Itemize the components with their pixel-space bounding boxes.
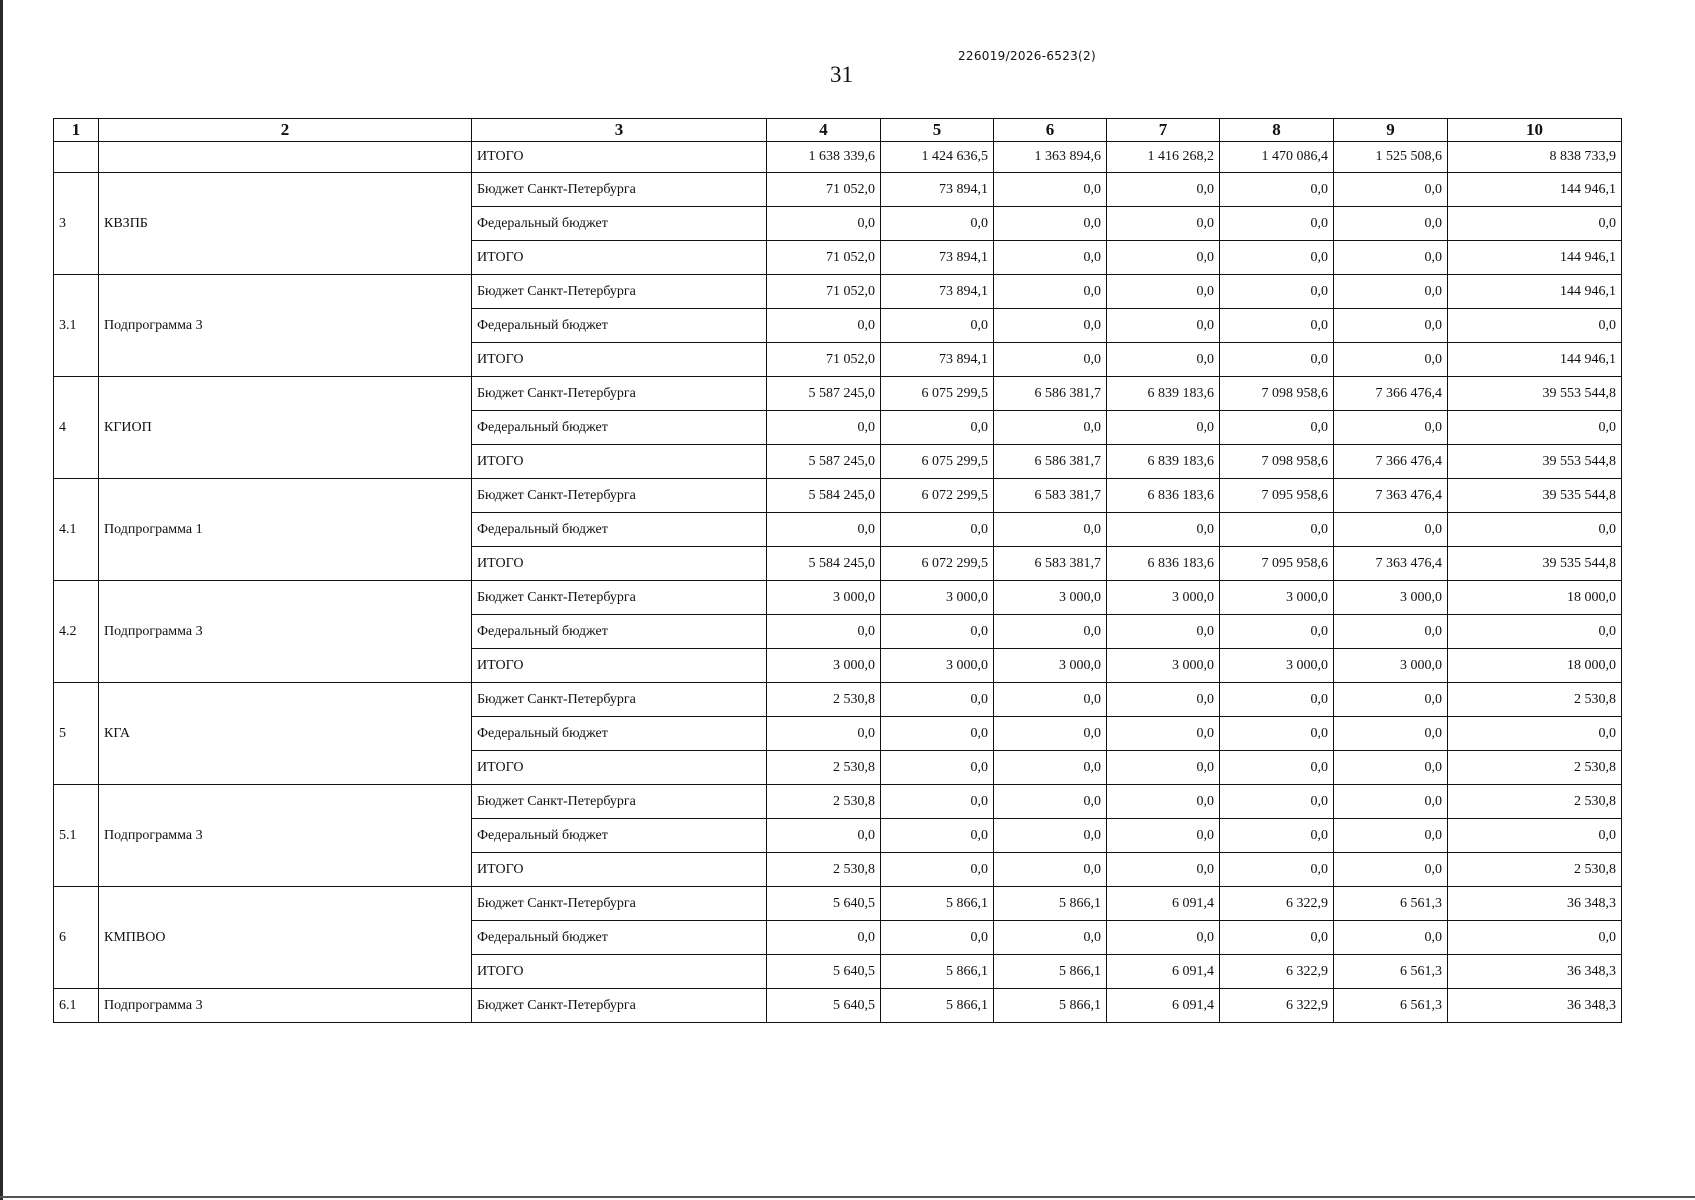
source-cell: ИТОГО (472, 955, 767, 989)
value-cell: 73 894,1 (881, 275, 994, 309)
value-cell: 73 894,1 (881, 241, 994, 275)
value-cell: 2 530,8 (767, 853, 881, 887)
value-cell: 5 640,5 (767, 955, 881, 989)
value-cell: 0,0 (1107, 717, 1220, 751)
value-cell: 5 866,1 (994, 989, 1107, 1023)
value-cell: 0,0 (994, 853, 1107, 887)
source-cell: ИТОГО (472, 445, 767, 479)
value-cell: 0,0 (767, 717, 881, 751)
value-cell: 73 894,1 (881, 343, 994, 377)
value-cell: 0,0 (881, 853, 994, 887)
value-cell: 6 836 183,6 (1107, 547, 1220, 581)
value-cell: 0,0 (1334, 241, 1448, 275)
page-number: 31 (830, 62, 853, 87)
value-cell: 6 322,9 (1220, 955, 1334, 989)
total-cell: 39 535 544,8 (1448, 547, 1622, 581)
value-cell: 0,0 (1220, 683, 1334, 717)
source-cell: Федеральный бюджет (472, 513, 767, 547)
value-cell: 2 530,8 (767, 751, 881, 785)
value-cell: 0,0 (1107, 241, 1220, 275)
value-cell: 5 587 245,0 (767, 377, 881, 411)
value-cell: 0,0 (1220, 309, 1334, 343)
table-body (54, 142, 1622, 1023)
value-cell: 7 363 476,4 (1334, 479, 1448, 513)
value-cell: 6 091,4 (1107, 989, 1220, 1023)
row-index-cell: 5.1 (54, 785, 99, 887)
value-cell: 0,0 (994, 683, 1107, 717)
value-cell: 1 363 894,6 (994, 142, 1107, 173)
value-cell: 0,0 (881, 921, 994, 955)
total-cell: 0,0 (1448, 411, 1622, 445)
column-header: 1 (54, 119, 99, 142)
value-cell: 0,0 (881, 717, 994, 751)
value-cell: 0,0 (1220, 513, 1334, 547)
header-row (54, 119, 1622, 142)
source-cell: ИТОГО (472, 649, 767, 683)
source-cell: Бюджет Санкт-Петербурга (472, 683, 767, 717)
source-cell: Бюджет Санкт-Петербурга (472, 479, 767, 513)
value-cell: 0,0 (881, 751, 994, 785)
value-cell: 0,0 (994, 309, 1107, 343)
value-cell: 0,0 (881, 207, 994, 241)
source-cell: Федеральный бюджет (472, 717, 767, 751)
value-cell: 7 366 476,4 (1334, 445, 1448, 479)
value-cell: 0,0 (767, 309, 881, 343)
table-row (54, 581, 1622, 615)
budget-table (53, 118, 1622, 1023)
column-header: 3 (472, 119, 767, 142)
row-index-cell: 4.2 (54, 581, 99, 683)
row-index-cell: 5 (54, 683, 99, 785)
row-name-cell (99, 142, 472, 173)
row-name-cell: Подпрограмма 1 (99, 479, 472, 581)
value-cell: 0,0 (881, 819, 994, 853)
value-cell: 0,0 (1220, 853, 1334, 887)
value-cell: 3 000,0 (881, 649, 994, 683)
scan-edge (0, 0, 3, 1200)
row-index-cell: 6 (54, 887, 99, 989)
value-cell: 0,0 (994, 207, 1107, 241)
value-cell: 6 091,4 (1107, 955, 1220, 989)
value-cell: 0,0 (881, 513, 994, 547)
column-header: 2 (99, 119, 472, 142)
document-id: 226019/2026-6523(2) (958, 49, 1096, 63)
value-cell: 71 052,0 (767, 241, 881, 275)
value-cell: 0,0 (1107, 751, 1220, 785)
row-name-cell: КГА (99, 683, 472, 785)
row-name-cell: Подпрограмма 3 (99, 989, 472, 1023)
row-name-cell: КВЗПБ (99, 173, 472, 275)
value-cell: 6 839 183,6 (1107, 445, 1220, 479)
value-cell: 7 095 958,6 (1220, 479, 1334, 513)
value-cell: 0,0 (1334, 173, 1448, 207)
value-cell: 0,0 (1107, 683, 1220, 717)
table-row (54, 377, 1622, 411)
total-cell: 0,0 (1448, 921, 1622, 955)
value-cell: 0,0 (767, 411, 881, 445)
value-cell: 0,0 (1334, 343, 1448, 377)
total-cell: 39 535 544,8 (1448, 479, 1622, 513)
value-cell: 0,0 (1107, 411, 1220, 445)
value-cell: 0,0 (1107, 819, 1220, 853)
value-cell: 0,0 (1334, 207, 1448, 241)
source-cell: ИТОГО (472, 142, 767, 173)
value-cell: 0,0 (1107, 173, 1220, 207)
source-cell: ИТОГО (472, 343, 767, 377)
value-cell: 0,0 (994, 275, 1107, 309)
row-index-cell: 3.1 (54, 275, 99, 377)
value-cell: 0,0 (1220, 275, 1334, 309)
value-cell: 5 587 245,0 (767, 445, 881, 479)
total-cell: 0,0 (1448, 309, 1622, 343)
source-cell: Бюджет Санкт-Петербурга (472, 989, 767, 1023)
value-cell: 0,0 (881, 309, 994, 343)
source-cell: ИТОГО (472, 241, 767, 275)
column-header: 9 (1334, 119, 1448, 142)
value-cell: 0,0 (881, 615, 994, 649)
value-cell: 0,0 (1107, 921, 1220, 955)
value-cell: 6 322,9 (1220, 989, 1334, 1023)
table-row (54, 683, 1622, 717)
value-cell: 5 584 245,0 (767, 547, 881, 581)
value-cell: 0,0 (1220, 921, 1334, 955)
source-cell: Федеральный бюджет (472, 819, 767, 853)
value-cell: 0,0 (1220, 785, 1334, 819)
row-index-cell: 4 (54, 377, 99, 479)
column-header: 10 (1448, 119, 1622, 142)
total-cell: 0,0 (1448, 819, 1622, 853)
source-cell: Бюджет Санкт-Петербурга (472, 275, 767, 309)
value-cell: 7 366 476,4 (1334, 377, 1448, 411)
value-cell: 3 000,0 (767, 581, 881, 615)
value-cell: 3 000,0 (1220, 649, 1334, 683)
total-cell: 2 530,8 (1448, 683, 1622, 717)
total-cell: 144 946,1 (1448, 343, 1622, 377)
value-cell: 6 091,4 (1107, 887, 1220, 921)
value-cell: 1 525 508,6 (1334, 142, 1448, 173)
value-cell: 7 098 958,6 (1220, 377, 1334, 411)
total-cell: 36 348,3 (1448, 989, 1622, 1023)
source-cell: ИТОГО (472, 547, 767, 581)
column-header: 7 (1107, 119, 1220, 142)
total-cell: 144 946,1 (1448, 241, 1622, 275)
row-name-cell: КГИОП (99, 377, 472, 479)
value-cell: 0,0 (1334, 309, 1448, 343)
value-cell: 0,0 (994, 819, 1107, 853)
value-cell: 6 075 299,5 (881, 445, 994, 479)
value-cell: 0,0 (767, 207, 881, 241)
value-cell: 6 072 299,5 (881, 479, 994, 513)
value-cell: 0,0 (1107, 309, 1220, 343)
value-cell: 5 640,5 (767, 989, 881, 1023)
value-cell: 1 416 268,2 (1107, 142, 1220, 173)
source-cell: Федеральный бюджет (472, 615, 767, 649)
source-cell: Федеральный бюджет (472, 207, 767, 241)
value-cell: 5 584 245,0 (767, 479, 881, 513)
value-cell: 0,0 (1334, 921, 1448, 955)
value-cell: 0,0 (994, 717, 1107, 751)
column-header: 6 (994, 119, 1107, 142)
row-name-cell: Подпрограмма 3 (99, 275, 472, 377)
value-cell: 3 000,0 (994, 581, 1107, 615)
value-cell: 5 866,1 (994, 955, 1107, 989)
value-cell: 0,0 (1220, 717, 1334, 751)
value-cell: 3 000,0 (1220, 581, 1334, 615)
source-cell: Федеральный бюджет (472, 411, 767, 445)
table-row (54, 479, 1622, 513)
value-cell: 3 000,0 (1107, 649, 1220, 683)
source-cell: Федеральный бюджет (472, 309, 767, 343)
source-cell: Бюджет Санкт-Петербурга (472, 173, 767, 207)
value-cell: 0,0 (1334, 751, 1448, 785)
value-cell: 0,0 (1107, 513, 1220, 547)
column-header: 5 (881, 119, 994, 142)
total-cell: 2 530,8 (1448, 785, 1622, 819)
total-cell: 0,0 (1448, 717, 1622, 751)
total-cell: 18 000,0 (1448, 581, 1622, 615)
table-row (54, 142, 1622, 173)
value-cell: 0,0 (1334, 513, 1448, 547)
value-cell: 0,0 (994, 173, 1107, 207)
source-cell: Бюджет Санкт-Петербурга (472, 887, 767, 921)
value-cell: 0,0 (994, 411, 1107, 445)
value-cell: 0,0 (767, 921, 881, 955)
value-cell: 0,0 (1334, 275, 1448, 309)
value-cell: 5 866,1 (994, 887, 1107, 921)
value-cell: 71 052,0 (767, 173, 881, 207)
row-name-cell: Подпрограмма 3 (99, 581, 472, 683)
value-cell: 5 640,5 (767, 887, 881, 921)
row-index-cell: 6.1 (54, 989, 99, 1023)
value-cell: 6 322,9 (1220, 887, 1334, 921)
value-cell: 71 052,0 (767, 275, 881, 309)
value-cell: 6 839 183,6 (1107, 377, 1220, 411)
value-cell: 0,0 (881, 411, 994, 445)
value-cell: 6 075 299,5 (881, 377, 994, 411)
value-cell: 0,0 (1220, 343, 1334, 377)
source-cell: Федеральный бюджет (472, 921, 767, 955)
row-index-cell: 4.1 (54, 479, 99, 581)
value-cell: 2 530,8 (767, 785, 881, 819)
value-cell: 0,0 (994, 615, 1107, 649)
value-cell: 0,0 (1107, 785, 1220, 819)
value-cell: 5 866,1 (881, 887, 994, 921)
value-cell: 2 530,8 (767, 683, 881, 717)
value-cell: 3 000,0 (1334, 581, 1448, 615)
value-cell: 0,0 (1334, 683, 1448, 717)
total-cell: 0,0 (1448, 513, 1622, 547)
value-cell: 6 586 381,7 (994, 377, 1107, 411)
source-cell: Бюджет Санкт-Петербурга (472, 785, 767, 819)
value-cell: 0,0 (994, 921, 1107, 955)
value-cell: 0,0 (994, 751, 1107, 785)
value-cell: 0,0 (1334, 853, 1448, 887)
value-cell: 0,0 (1220, 173, 1334, 207)
value-cell: 0,0 (1107, 207, 1220, 241)
row-index-cell: 3 (54, 173, 99, 275)
total-cell: 144 946,1 (1448, 275, 1622, 309)
value-cell: 0,0 (881, 683, 994, 717)
value-cell: 0,0 (1107, 343, 1220, 377)
value-cell: 3 000,0 (994, 649, 1107, 683)
value-cell: 0,0 (1107, 275, 1220, 309)
value-cell: 6 561,3 (1334, 887, 1448, 921)
value-cell: 5 866,1 (881, 989, 994, 1023)
row-index-cell (54, 142, 99, 173)
source-cell: Бюджет Санкт-Петербурга (472, 377, 767, 411)
value-cell: 0,0 (1334, 785, 1448, 819)
column-header: 8 (1220, 119, 1334, 142)
table-row (54, 887, 1622, 921)
total-cell: 2 530,8 (1448, 853, 1622, 887)
value-cell: 6 561,3 (1334, 989, 1448, 1023)
source-cell: ИТОГО (472, 853, 767, 887)
source-cell: ИТОГО (472, 751, 767, 785)
value-cell: 73 894,1 (881, 173, 994, 207)
value-cell: 3 000,0 (1334, 649, 1448, 683)
scan-bottom-edge (0, 1196, 1695, 1198)
value-cell: 0,0 (994, 785, 1107, 819)
total-cell: 2 530,8 (1448, 751, 1622, 785)
value-cell: 6 583 381,7 (994, 479, 1107, 513)
value-cell: 0,0 (1220, 207, 1334, 241)
total-cell: 36 348,3 (1448, 955, 1622, 989)
value-cell: 0,0 (1334, 411, 1448, 445)
value-cell: 0,0 (1334, 717, 1448, 751)
value-cell: 6 836 183,6 (1107, 479, 1220, 513)
total-cell: 0,0 (1448, 615, 1622, 649)
value-cell: 6 561,3 (1334, 955, 1448, 989)
value-cell: 0,0 (1220, 241, 1334, 275)
value-cell: 0,0 (1334, 819, 1448, 853)
source-cell: Бюджет Санкт-Петербурга (472, 581, 767, 615)
value-cell: 1 470 086,4 (1220, 142, 1334, 173)
value-cell: 0,0 (767, 819, 881, 853)
total-cell: 144 946,1 (1448, 173, 1622, 207)
value-cell: 0,0 (994, 343, 1107, 377)
value-cell: 1 424 636,5 (881, 142, 994, 173)
total-cell: 36 348,3 (1448, 887, 1622, 921)
row-name-cell: КМПВОО (99, 887, 472, 989)
value-cell: 0,0 (994, 513, 1107, 547)
value-cell: 3 000,0 (1107, 581, 1220, 615)
value-cell: 7 095 958,6 (1220, 547, 1334, 581)
value-cell: 6 583 381,7 (994, 547, 1107, 581)
total-cell: 0,0 (1448, 207, 1622, 241)
value-cell: 0,0 (767, 615, 881, 649)
value-cell: 6 072 299,5 (881, 547, 994, 581)
value-cell: 5 866,1 (881, 955, 994, 989)
value-cell: 6 586 381,7 (994, 445, 1107, 479)
total-cell: 8 838 733,9 (1448, 142, 1622, 173)
value-cell: 7 363 476,4 (1334, 547, 1448, 581)
table-row (54, 173, 1622, 207)
total-cell: 39 553 544,8 (1448, 445, 1622, 479)
row-name-cell: Подпрограмма 3 (99, 785, 472, 887)
value-cell: 0,0 (767, 513, 881, 547)
value-cell: 3 000,0 (767, 649, 881, 683)
table-row (54, 989, 1622, 1023)
value-cell: 0,0 (1107, 615, 1220, 649)
value-cell: 0,0 (1220, 615, 1334, 649)
value-cell: 71 052,0 (767, 343, 881, 377)
column-header: 4 (767, 119, 881, 142)
value-cell: 0,0 (1220, 819, 1334, 853)
total-cell: 39 553 544,8 (1448, 377, 1622, 411)
value-cell: 7 098 958,6 (1220, 445, 1334, 479)
value-cell: 0,0 (1107, 853, 1220, 887)
value-cell: 0,0 (1334, 615, 1448, 649)
value-cell: 1 638 339,6 (767, 142, 881, 173)
total-cell: 18 000,0 (1448, 649, 1622, 683)
value-cell: 0,0 (881, 785, 994, 819)
value-cell: 0,0 (1220, 411, 1334, 445)
table-row (54, 785, 1622, 819)
table-row (54, 275, 1622, 309)
value-cell: 0,0 (994, 241, 1107, 275)
value-cell: 3 000,0 (881, 581, 994, 615)
value-cell: 0,0 (1220, 751, 1334, 785)
